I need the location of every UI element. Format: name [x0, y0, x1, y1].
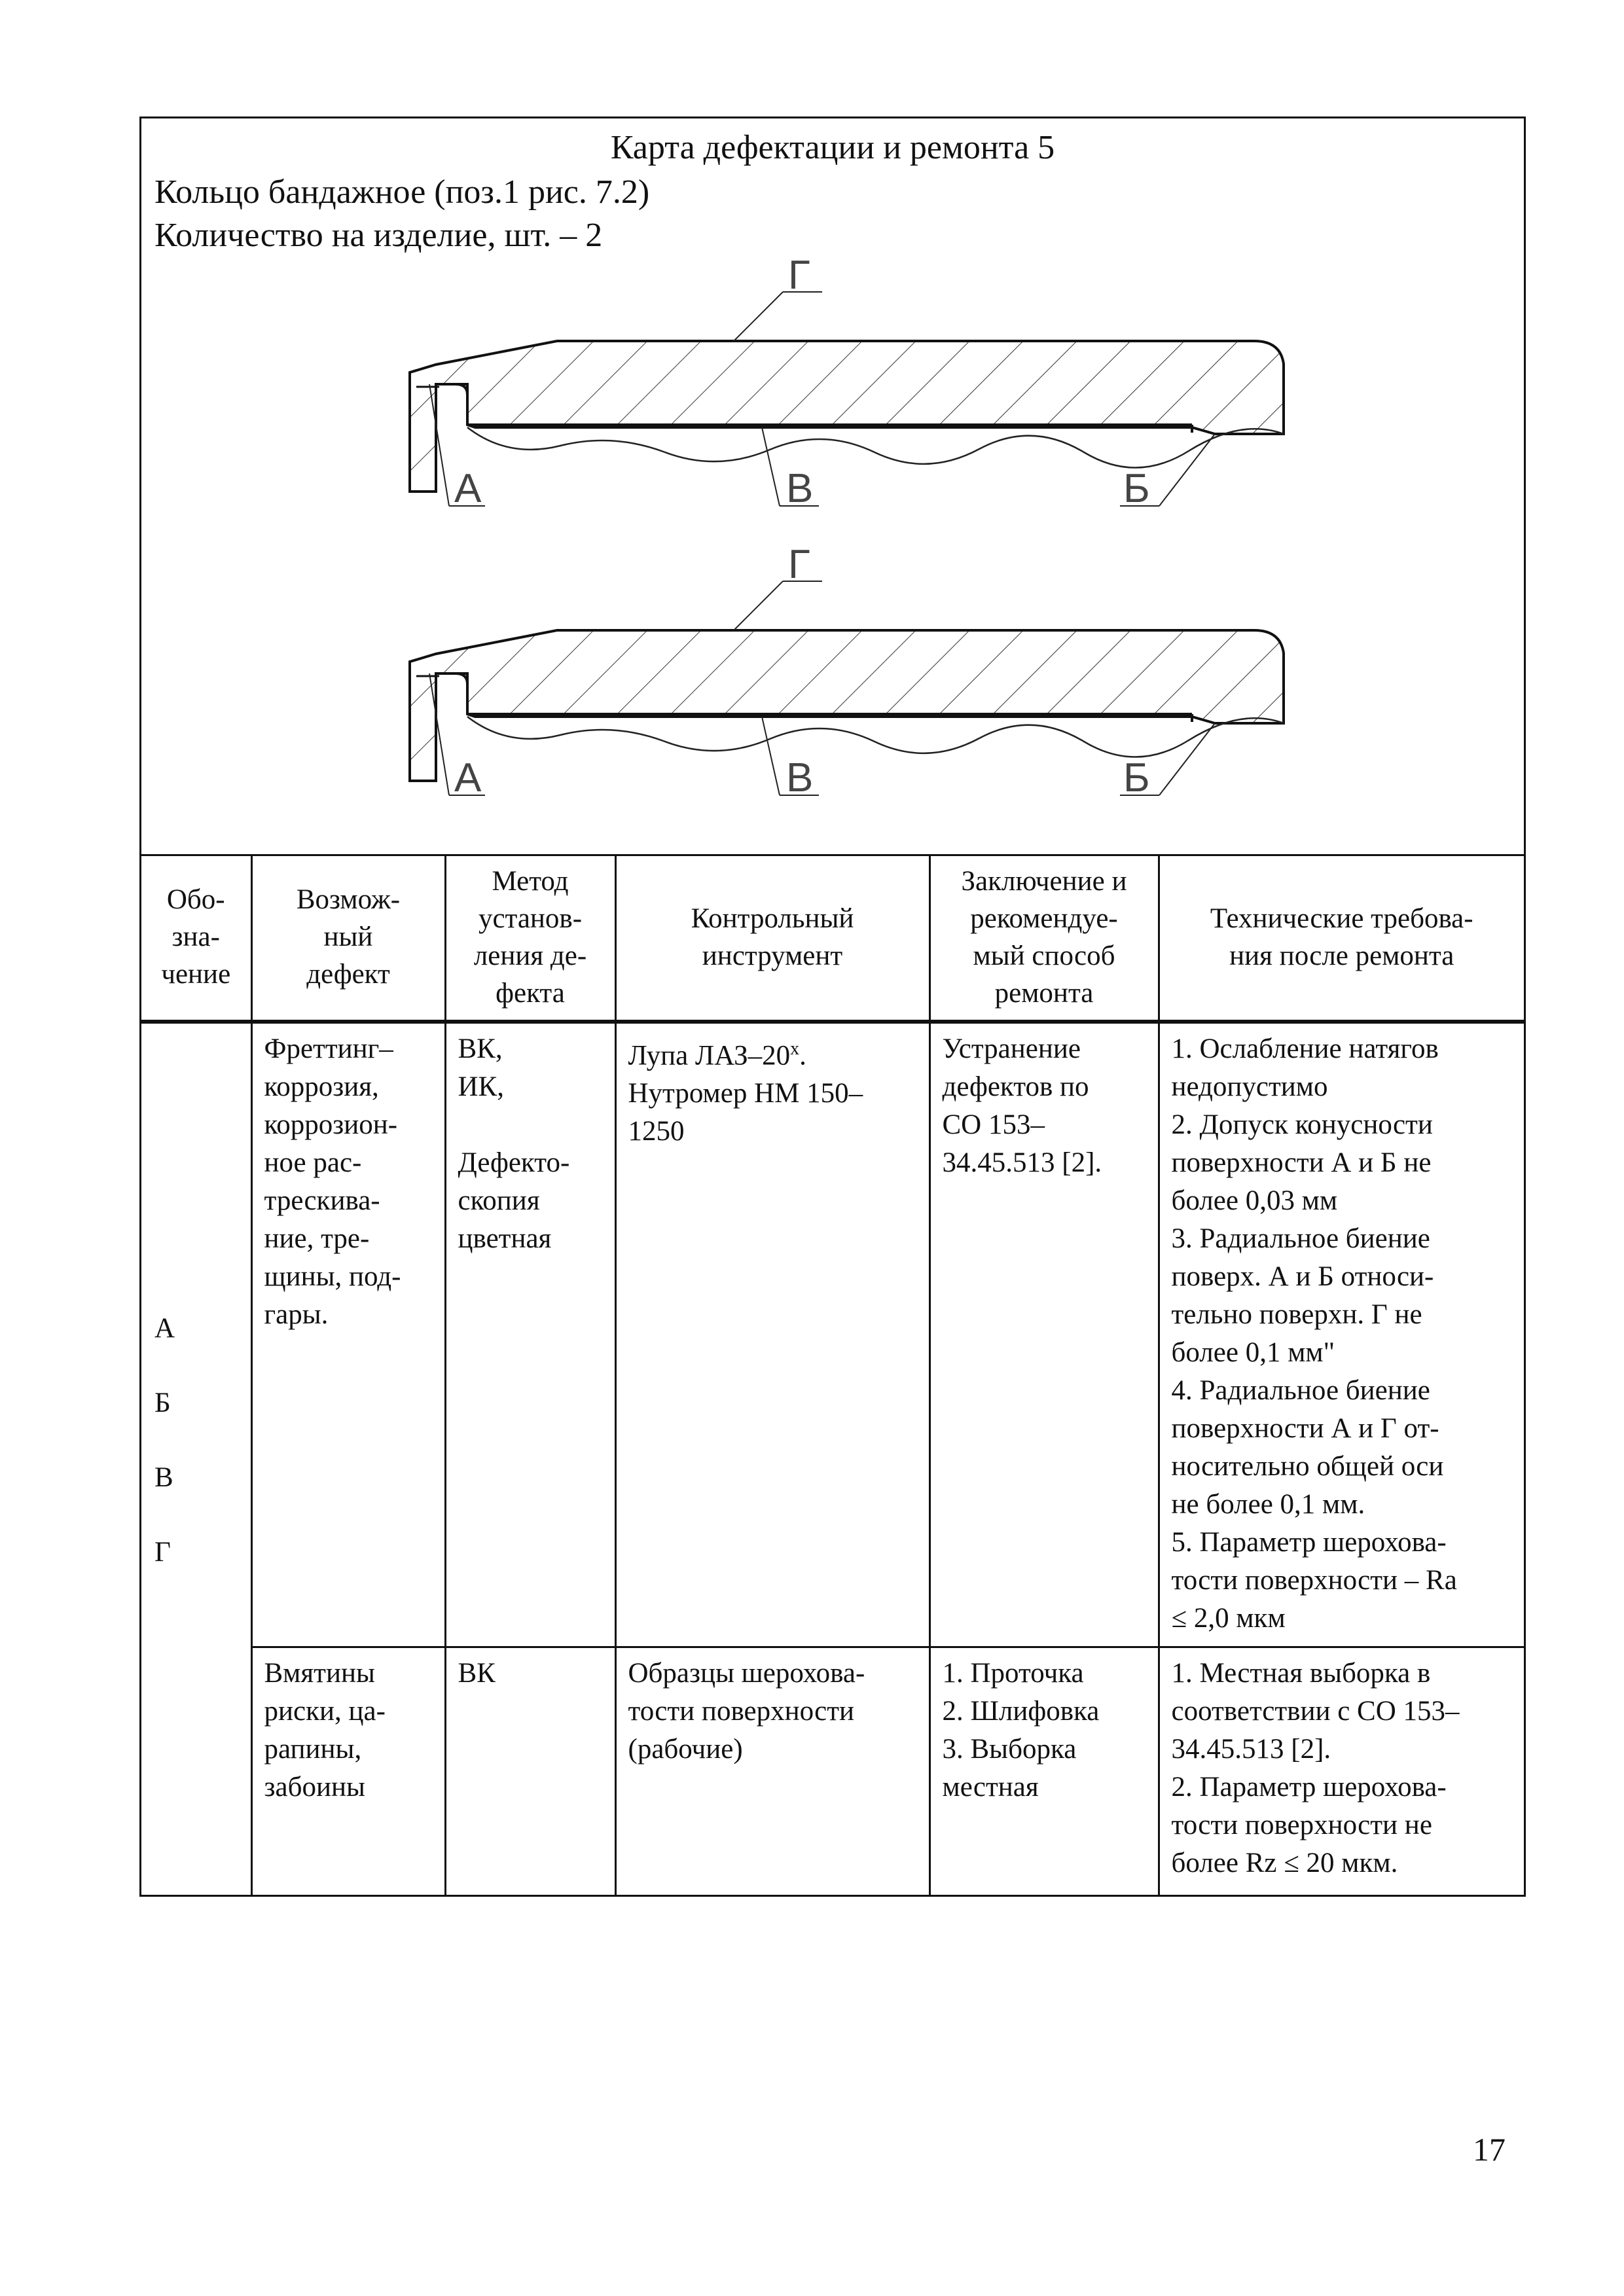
defect-cell: Фреттинг– коррозия, коррозион- ное рас- трескива- ние, тре- щины, под- гары. — [251, 1022, 445, 1647]
label-g-lower: Г — [788, 542, 810, 587]
label-g-upper: Г — [788, 256, 810, 298]
card-header — [141, 118, 1524, 856]
card-title: Карта дефектации и ремонта 5 — [610, 129, 1055, 166]
table-row — [141, 1647, 1524, 1895]
designation-cell — [141, 1022, 251, 1895]
defect-cell: Вмятины риски, ца- рапины, забоины — [251, 1647, 445, 1895]
method-cell: ВК — [445, 1647, 615, 1895]
designation-g: Г — [154, 1537, 171, 1568]
instrument-name: Лупа ЛАЗ–20 — [628, 1040, 791, 1071]
instrument-sup: х — [790, 1039, 800, 1059]
col-header-designation: Обо- зна- чение — [141, 854, 251, 1022]
instrument-cell — [615, 1022, 929, 1647]
lower-section — [410, 542, 1284, 800]
upper-section — [410, 256, 1284, 511]
requirements-cell: 1. Местная выборка в соответствии с СО 153– 34.45.513 [2]. 2. Параметр шерохова- тости поверхности не более Rz ≤ 20 мкм. — [1159, 1647, 1524, 1895]
requirements-cell: 1. Ослабление натягов недопустимо 2. Допуск конусности поверхности А и Б не более 0,03 мм 3. Радиальное биение поверх. А и Б относи- тельно поверхн. Г не более 0,1 мм" 4. Радиальное биение поверхности А и Г от- носительно общей оси не более 0,1 мм. 5. Параметр шерохова- тости поверхности – Ra ≤ 2,0 мкм — [1159, 1022, 1524, 1647]
col-header-repair: Заключение и рекомендуе- мый способ ремонта — [929, 854, 1159, 1022]
ring-section-drawing — [141, 256, 1524, 852]
defect-table — [141, 854, 1524, 1897]
table-header-row — [141, 854, 1524, 1022]
label-a-upper: А — [454, 466, 482, 511]
instrument-cell: Образцы шерохова- тости поверхности (рабочие) — [615, 1647, 929, 1895]
quantity-line: Количество на изделие, шт. – 2 — [154, 217, 603, 254]
label-b-lower: Б — [1123, 755, 1150, 800]
method-cell: ВК, ИК, Дефекто- скопия цветная — [445, 1022, 615, 1647]
repair-cell: 1. Проточка 2. Шлифовка 3. Выборка местная — [929, 1647, 1159, 1895]
designation-b: Б — [154, 1388, 171, 1419]
repair-cell: Устранение дефектов по СО 153– 34.45.513 [2]. — [929, 1022, 1159, 1647]
instrument-rest: . Нутромер НМ 150– 1250 — [628, 1040, 863, 1147]
col-header-method: Метод установ- ления де- фекта — [445, 854, 615, 1022]
page-number: 17 — [1473, 2131, 1506, 2168]
col-header-instrument: Контрольный инструмент — [615, 854, 929, 1022]
label-v-lower: В — [786, 755, 814, 800]
designation-v: В — [154, 1462, 173, 1494]
table-row — [141, 1022, 1524, 1647]
col-header-defect: Возмож- ный дефект — [251, 854, 445, 1022]
col-header-requirements: Технические требова- ния после ремонта — [1159, 854, 1524, 1022]
label-a-lower: А — [454, 755, 482, 800]
designation-a: А — [154, 1313, 175, 1344]
part-name: Кольцо бандажное (поз.1 рис. 7.2) — [154, 173, 650, 211]
label-b-upper: Б — [1123, 466, 1150, 511]
label-v-upper: В — [786, 466, 814, 511]
defect-card-frame — [139, 117, 1526, 1897]
